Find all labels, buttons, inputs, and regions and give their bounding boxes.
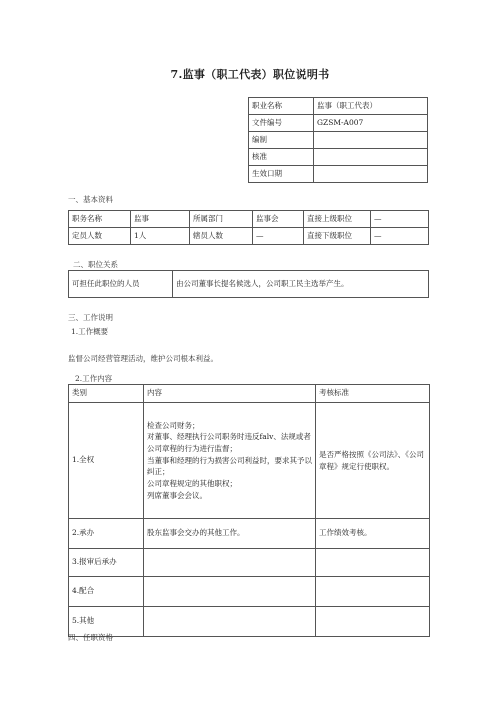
content-cell — [144, 577, 316, 607]
doc-info-value — [314, 166, 428, 183]
standard-cell: 工作绩效考核。 — [316, 519, 430, 549]
table-row — [249, 132, 428, 149]
table-cell: 所属部门 — [190, 211, 253, 228]
section-heading-relations: 二、职位关系 — [73, 260, 118, 269]
doc-info-label: 编制 — [249, 132, 314, 149]
table-row — [69, 577, 430, 607]
section-heading-work: 三、工作说明 — [68, 313, 113, 322]
standard-cell: 是否严格按照《公司法》、《公司章程》规定行使职权。 — [316, 403, 430, 519]
table-cell: 监事 — [131, 211, 190, 228]
standard-cell — [316, 577, 430, 607]
content-cell — [144, 549, 316, 577]
relations-label: 可担任此职位的人员 — [69, 271, 173, 298]
doc-info-label: 核准 — [249, 149, 314, 166]
table-row — [249, 98, 428, 115]
content-cell: 检查公司财务； 对董事、经理执行公司职务时违反falv、法规或者公司章程的行为进行监督； 当董事和经理的行为损害公司利益时，要求其予以纠正； 公司章程规定的其他职权； 列席董事会会议。 — [144, 403, 316, 519]
category-cell: 1.全权 — [69, 403, 144, 519]
column-header: 内容 — [144, 385, 316, 403]
table-row — [249, 166, 428, 183]
table-row — [69, 607, 430, 637]
table-row — [69, 403, 430, 519]
content-heading: 2.工作内容 — [75, 374, 113, 383]
content-cell — [144, 607, 316, 637]
overview-text: 监督公司经营管理活动，维护公司根本利益。 — [68, 354, 218, 363]
column-header: 类别 — [69, 385, 144, 403]
category-cell: 3.报审后承办 — [69, 549, 144, 577]
doc-info-value — [314, 132, 428, 149]
section-heading-qualifications: 四、任职资格 — [68, 633, 113, 642]
table-cell: — — [253, 228, 304, 245]
table-row — [69, 228, 429, 245]
document-info-table — [248, 97, 428, 183]
doc-info-label: 生效口期 — [249, 166, 314, 183]
category-cell: 5.其他 — [69, 607, 144, 637]
standard-cell — [316, 549, 430, 577]
table-cell: 定员人数 — [69, 228, 131, 245]
table-cell: 监事会 — [253, 211, 304, 228]
relations-table — [68, 270, 429, 298]
table-cell: 辖员人数 — [190, 228, 253, 245]
doc-info-value — [314, 149, 428, 166]
section-heading-basic: 一、基本资料 — [68, 195, 113, 204]
table-cell: — — [371, 211, 429, 228]
table-cell: 直接上级职位 — [304, 211, 371, 228]
relations-value: 由公司董事长提名候选人，公司职工民主选举产生。 — [173, 271, 429, 298]
table-cell: 1人 — [131, 228, 190, 245]
category-cell: 4.配合 — [69, 577, 144, 607]
table-row — [249, 115, 428, 132]
table-row — [69, 519, 430, 549]
column-header: 考核标准 — [316, 385, 430, 403]
category-cell: 2.承办 — [69, 519, 144, 549]
doc-info-value: GZSM-A007 — [314, 115, 428, 132]
doc-info-label: 职业名称 — [249, 98, 314, 115]
table-header-row — [69, 385, 430, 403]
page-title: 7.监事（职工代表）职位说明书 — [170, 68, 330, 81]
table-row — [69, 271, 429, 298]
overview-heading: 1.工作概要 — [71, 327, 109, 336]
content-cell: 股东监事会交办的其他工作。 — [144, 519, 316, 549]
table-cell: — — [371, 228, 429, 245]
basic-info-table — [68, 210, 429, 245]
table-cell: 职务名称 — [69, 211, 131, 228]
doc-info-label: 文件编号 — [249, 115, 314, 132]
doc-info-value: 监事（职工代表） — [314, 98, 428, 115]
table-row — [69, 211, 429, 228]
standard-cell — [316, 607, 430, 637]
table-row — [249, 149, 428, 166]
table-cell: 直接下级职位 — [304, 228, 371, 245]
work-content-table — [68, 384, 430, 637]
table-row — [69, 549, 430, 577]
